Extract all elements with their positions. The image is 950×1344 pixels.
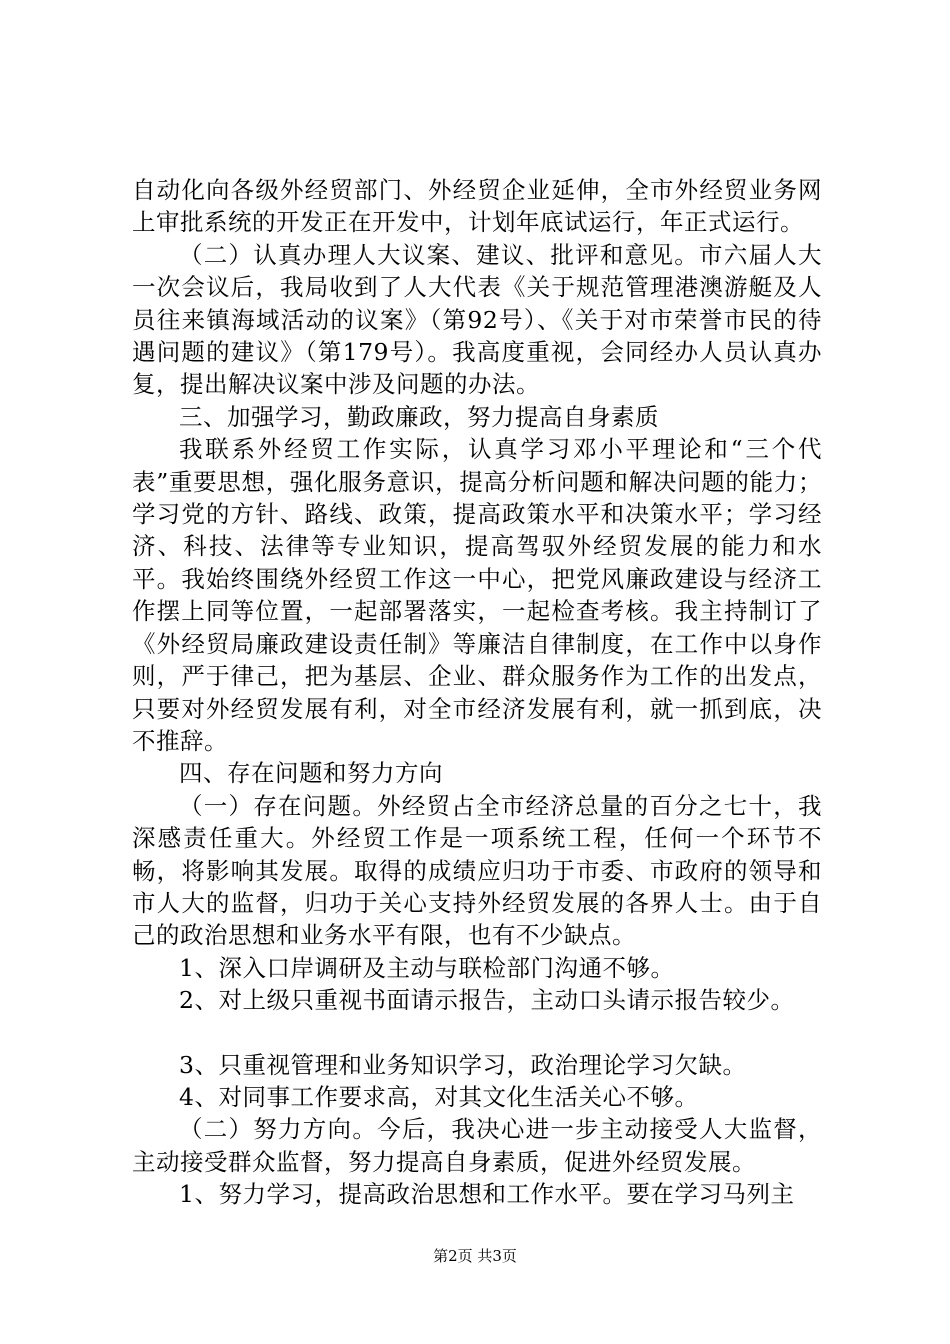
- list-item-3: 3、只重视管理和业务知识学习，政治理论学习欠缺。: [179, 1050, 747, 1079]
- page-footer: 第2页 共3页: [433, 1247, 517, 1265]
- list-item-1: 1、深入口岸调研及主动与联检部门沟通不够。: [179, 953, 675, 982]
- paragraph-continuation: 自动化向各级外经贸部门、外经贸企业延伸，全市外经贸业务网上审批系统的开发正在开发中，计划年底试运行，年正式运行。: [132, 176, 822, 237]
- list-item-direction-1: 1、努力学习，提高政治思想和工作水平。要在学习马列主: [179, 1180, 795, 1209]
- document-body: [132, 174, 822, 1211]
- section-heading-4: 四、存在问题和努力方向: [179, 759, 443, 788]
- list-item-2: 2、对上级只重视书面请示报告，主动口头请示报告较少。: [179, 986, 795, 1015]
- paragraph-direction: （二）努力方向。今后，我决心进一步主动接受人大监督，主动接受群众监督，努力提高自身素质，促进外经贸发展。: [132, 1115, 822, 1176]
- section-heading-3: 三、加强学习，勤政廉政，努力提高自身素质: [179, 402, 659, 431]
- list-item-4: 4、对同事工作要求高，对其文化生活关心不够。: [179, 1082, 699, 1111]
- blank-line: [132, 1017, 822, 1049]
- paragraph-study: 我联系外经贸工作实际，认真学习邓小平理论和“三个代表”重要思想，强化服务意识，提高分析问题和解决问题的能力；学习党的方针、路线、政策，提高政策水平和决策水平；学习经济、科技、法律等专业知识，提高驾驭外经贸发展的能力和水平。我始终围绕外经贸工作这一中心，把党风廉政建设与经济工作摆上同等位置，一起部署落实，一起检查考核。我主持制订了《外经贸局廉政建设责任制》等廉洁自律制度，在工作中以身作则，严于律己，把为基层、企业、群众服务作为工作的出发点，只要对外经贸发展有利，对全市经济发展有利，就一抓到底，决不推辞。: [132, 435, 822, 755]
- paragraph-problems: （一）存在问题。外经贸占全市经济总量的百分之七十，我深感责任重大。外经贸工作是一项系统工程，任何一个环节不畅，将影响其发展。取得的成绩应归功于市委、市政府的领导和市人大的监督，归功于关心支持外经贸发展的各界人士。由于自己的政治思想和业务水平有限，也有不少缺点。: [132, 791, 822, 950]
- paragraph-proposals: （二）认真办理人大议案、建议、批评和意见。市六届人大一次会议后，我局收到了人大代表《关于规范管理港澳游艇及人员往来镇海域活动的议案》（第92号）、《关于对市荣誉市民的待遇问题的建议》（第179号）。我高度重视，会同经办人员认真办复，提出解决议案中涉及问题的办法。: [132, 240, 822, 399]
